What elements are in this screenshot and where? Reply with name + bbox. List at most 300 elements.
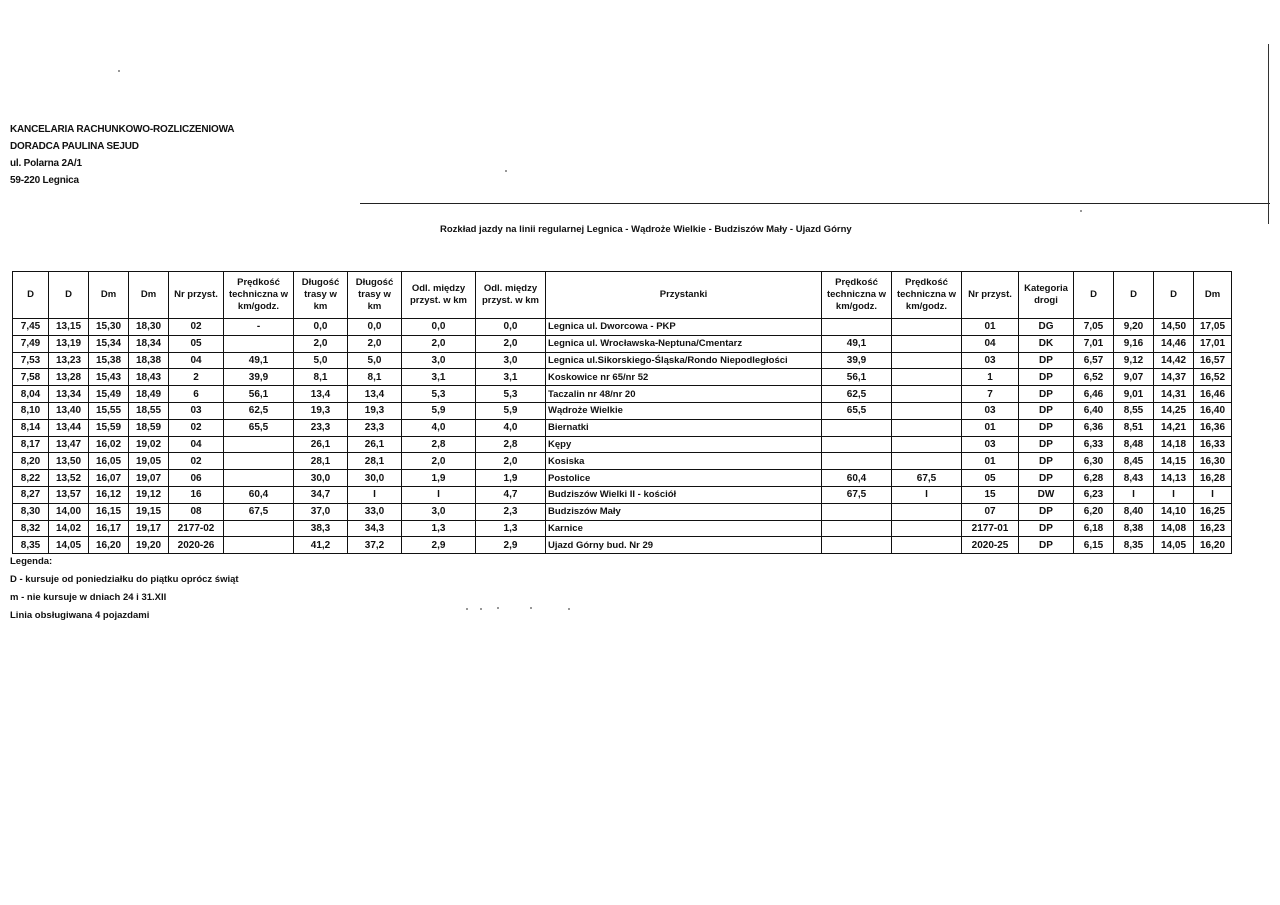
table-cell: DP: [1019, 386, 1074, 403]
table-cell: 7,01: [1074, 335, 1114, 352]
scan-speck: [466, 608, 468, 610]
table-row: [13, 486, 1232, 503]
table-cell: 18,43: [129, 369, 169, 386]
table-cell: 56,1: [224, 386, 294, 403]
table-cell: 16,57: [1194, 352, 1232, 369]
table-cell: DG: [1019, 319, 1074, 336]
table-cell: 15,38: [89, 352, 129, 369]
table-row: [13, 520, 1232, 537]
header-row: [13, 272, 1232, 319]
table-cell: 62,5: [822, 386, 892, 403]
table-cell: 13,34: [49, 386, 89, 403]
scan-speck: [497, 607, 499, 609]
table-cell: DP: [1019, 470, 1074, 487]
table-cell: 2,0: [476, 335, 546, 352]
stop-name-cell: Legnica ul. Dworcowa - PKP: [546, 319, 822, 336]
table-cell: [822, 419, 892, 436]
table-cell: 2: [169, 369, 224, 386]
column-header: Długość trasy w km: [348, 272, 402, 319]
table-cell: 16,05: [89, 453, 129, 470]
company-header: [10, 121, 234, 189]
table-cell: 1: [962, 369, 1019, 386]
table-cell: 13,40: [49, 402, 89, 419]
table-cell: 23,3: [294, 419, 348, 436]
table-cell: I: [1194, 486, 1232, 503]
table-cell: 16,02: [89, 436, 129, 453]
scan-speck: [480, 608, 482, 610]
column-header: Kategoria drogi: [1019, 272, 1074, 319]
table-cell: DP: [1019, 352, 1074, 369]
table-cell: 19,12: [129, 486, 169, 503]
table-cell: 16,30: [1194, 453, 1232, 470]
table-cell: 18,30: [129, 319, 169, 336]
table-cell: 15,43: [89, 369, 129, 386]
table-cell: DK: [1019, 335, 1074, 352]
table-cell: 02: [169, 419, 224, 436]
table-cell: 15,30: [89, 319, 129, 336]
table-cell: 67,5: [892, 470, 962, 487]
company-advisor: DORADCA PAULINA SEJUD: [10, 141, 139, 152]
table-cell: 18,59: [129, 419, 169, 436]
table-cell: 1,9: [476, 470, 546, 487]
table-cell: I: [402, 486, 476, 503]
table-cell: 13,15: [49, 319, 89, 336]
table-cell: 6,18: [1074, 520, 1114, 537]
column-header: Nr przyst.: [962, 272, 1019, 319]
table-cell: 13,19: [49, 335, 89, 352]
table-row: [13, 335, 1232, 352]
table-cell: 13,50: [49, 453, 89, 470]
table-cell: 05: [169, 335, 224, 352]
table-cell: 37,2: [348, 537, 402, 554]
table-cell: 14,15: [1154, 453, 1194, 470]
table-cell: 2,0: [476, 453, 546, 470]
table-cell: 14,13: [1154, 470, 1194, 487]
table-cell: 6,46: [1074, 386, 1114, 403]
table-cell: 16,25: [1194, 503, 1232, 520]
table-cell: [822, 319, 892, 336]
table-cell: 7,05: [1074, 319, 1114, 336]
table-cell: 5,3: [402, 386, 476, 403]
table-cell: 16,12: [89, 486, 129, 503]
table-cell: 13,28: [49, 369, 89, 386]
table-cell: 49,1: [822, 335, 892, 352]
table-cell: [224, 470, 294, 487]
stop-name-cell: Kosiska: [546, 453, 822, 470]
table-cell: DP: [1019, 537, 1074, 554]
table-cell: 16,40: [1194, 402, 1232, 419]
table-cell: 16,23: [1194, 520, 1232, 537]
table-cell: 8,48: [1114, 436, 1154, 453]
stop-name-cell: Legnica ul. Wrocławska-Neptuna/Cmentarz: [546, 335, 822, 352]
company-name: KANCELARIA RACHUNKOWO-ROZLICZENIOWA: [10, 124, 235, 135]
table-cell: 38,3: [294, 520, 348, 537]
column-header: D: [13, 272, 49, 319]
table-cell: [224, 335, 294, 352]
table-cell: [822, 436, 892, 453]
table-cell: 6,15: [1074, 537, 1114, 554]
column-header: D: [1114, 272, 1154, 319]
table-cell: 8,35: [1114, 537, 1154, 554]
stop-name-cell: Kępy: [546, 436, 822, 453]
timetable: [12, 271, 1232, 554]
table-cell: DP: [1019, 520, 1074, 537]
table-cell: 2,3: [476, 503, 546, 520]
table-cell: 8,30: [13, 503, 49, 520]
table-cell: 2,0: [402, 335, 476, 352]
table-cell: 8,04: [13, 386, 49, 403]
table-cell: 8,55: [1114, 402, 1154, 419]
table-cell: 65,5: [224, 419, 294, 436]
table-cell: 60,4: [224, 486, 294, 503]
table-cell: 5,9: [402, 402, 476, 419]
table-cell: 30,0: [294, 470, 348, 487]
table-cell: 2020-26: [169, 537, 224, 554]
legend-line-vehicles: Linia obsługiwana 4 pojazdami: [10, 610, 150, 621]
table-row: [13, 352, 1232, 369]
table-cell: 15: [962, 486, 1019, 503]
table-row: [13, 386, 1232, 403]
scan-speck: [118, 70, 120, 72]
table-cell: 2,0: [348, 335, 402, 352]
table-cell: 16,28: [1194, 470, 1232, 487]
table-cell: 17,01: [1194, 335, 1232, 352]
table-cell: 65,5: [822, 402, 892, 419]
table-cell: 18,34: [129, 335, 169, 352]
table-cell: DP: [1019, 436, 1074, 453]
table-cell: 3,0: [402, 352, 476, 369]
table-cell: 56,1: [822, 369, 892, 386]
table-cell: 15,49: [89, 386, 129, 403]
table-cell: 14,21: [1154, 419, 1194, 436]
table-cell: 03: [962, 352, 1019, 369]
table-row: [13, 453, 1232, 470]
table-cell: [224, 453, 294, 470]
table-cell: 9,12: [1114, 352, 1154, 369]
stop-name-cell: Budziszów Mały: [546, 503, 822, 520]
table-row: [13, 537, 1232, 554]
table-cell: 16,46: [1194, 386, 1232, 403]
table-cell: 16: [169, 486, 224, 503]
table-cell: [892, 453, 962, 470]
table-cell: 2,8: [476, 436, 546, 453]
table-cell: 15,55: [89, 402, 129, 419]
table-cell: 5,0: [294, 352, 348, 369]
column-header: Dm: [129, 272, 169, 319]
table-row: [13, 419, 1232, 436]
table-cell: 16,17: [89, 520, 129, 537]
table-cell: 1,9: [402, 470, 476, 487]
table-cell: [822, 537, 892, 554]
table-cell: 33,0: [348, 503, 402, 520]
column-header: Długość trasy w km: [294, 272, 348, 319]
legend-line-m: m - nie kursuje w dniach 24 i 31.XII: [10, 592, 167, 603]
table-cell: 16,07: [89, 470, 129, 487]
table-cell: 14,05: [1154, 537, 1194, 554]
table-cell: 39,9: [224, 369, 294, 386]
table-cell: 28,1: [294, 453, 348, 470]
table-cell: [224, 520, 294, 537]
table-cell: 62,5: [224, 402, 294, 419]
table-cell: 6,52: [1074, 369, 1114, 386]
column-header: D: [1074, 272, 1114, 319]
table-cell: [892, 419, 962, 436]
table-cell: [822, 453, 892, 470]
table-cell: 8,45: [1114, 453, 1154, 470]
table-cell: 05: [962, 470, 1019, 487]
table-cell: 0,0: [476, 319, 546, 336]
table-cell: I: [1114, 486, 1154, 503]
stop-name-cell: Biernatki: [546, 419, 822, 436]
table-cell: 7,45: [13, 319, 49, 336]
table-cell: -: [224, 319, 294, 336]
table-cell: 15,59: [89, 419, 129, 436]
table-cell: 49,1: [224, 352, 294, 369]
table-cell: 9,16: [1114, 335, 1154, 352]
table-row: [13, 369, 1232, 386]
table-cell: [822, 520, 892, 537]
table-cell: 18,38: [129, 352, 169, 369]
table-cell: 8,51: [1114, 419, 1154, 436]
table-cell: [892, 335, 962, 352]
column-header: Nr przyst.: [169, 272, 224, 319]
table-cell: 8,38: [1114, 520, 1154, 537]
table-cell: 14,25: [1154, 402, 1194, 419]
company-street: ul. Polarna 2A/1: [10, 158, 82, 169]
stop-name-cell: Ujazd Górny bud. Nr 29: [546, 537, 822, 554]
stop-name-cell: Taczalin nr 48/nr 20: [546, 386, 822, 403]
table-cell: 6,33: [1074, 436, 1114, 453]
scan-speck: [530, 607, 532, 609]
table-cell: [892, 520, 962, 537]
table-cell: 13,47: [49, 436, 89, 453]
table-cell: [892, 436, 962, 453]
stop-name-cell: Postolice: [546, 470, 822, 487]
table-cell: 07: [962, 503, 1019, 520]
table-cell: 8,20: [13, 453, 49, 470]
table-cell: 04: [169, 436, 224, 453]
table-cell: I: [892, 486, 962, 503]
table-cell: 67,5: [224, 503, 294, 520]
table-cell: [224, 436, 294, 453]
table-cell: 13,4: [348, 386, 402, 403]
table-cell: 7,53: [13, 352, 49, 369]
document-title: Rozkład jazdy na linii regularnej Legnica - Wądroże Wielkie - Budziszów Mały - Ujazd Górny: [440, 224, 852, 235]
table-cell: 8,1: [294, 369, 348, 386]
stop-name-cell: Koskowice nr 65/nr 52: [546, 369, 822, 386]
table-row: [13, 503, 1232, 520]
table-cell: 6,36: [1074, 419, 1114, 436]
table-cell: 14,05: [49, 537, 89, 554]
table-cell: 7: [962, 386, 1019, 403]
table-cell: 5,9: [476, 402, 546, 419]
table-cell: 02: [169, 453, 224, 470]
table-cell: 8,17: [13, 436, 49, 453]
table-cell: [892, 537, 962, 554]
table-cell: 04: [962, 335, 1019, 352]
company-city: 59-220 Legnica: [10, 175, 79, 186]
table-cell: 19,02: [129, 436, 169, 453]
stop-name-cell: Wądroże Wielkie: [546, 402, 822, 419]
table-cell: 13,23: [49, 352, 89, 369]
table-cell: 60,4: [822, 470, 892, 487]
table-cell: 1,3: [402, 520, 476, 537]
table-cell: 8,1: [348, 369, 402, 386]
table-cell: 30,0: [348, 470, 402, 487]
table-cell: I: [1154, 486, 1194, 503]
column-header: D: [1154, 272, 1194, 319]
table-cell: 04: [169, 352, 224, 369]
table-cell: 14,08: [1154, 520, 1194, 537]
table-cell: 03: [962, 436, 1019, 453]
table-cell: 8,35: [13, 537, 49, 554]
column-header: Prędkość techniczna w km/godz.: [224, 272, 294, 319]
table-cell: [822, 503, 892, 520]
table-cell: 03: [169, 402, 224, 419]
table-cell: 16,33: [1194, 436, 1232, 453]
table-cell: 08: [169, 503, 224, 520]
column-header: Dm: [89, 272, 129, 319]
table-row: [13, 402, 1232, 419]
legend: [10, 553, 239, 625]
table-cell: 19,3: [294, 402, 348, 419]
table-cell: 14,00: [49, 503, 89, 520]
table-cell: 26,1: [348, 436, 402, 453]
column-header: D: [49, 272, 89, 319]
table-cell: 0,0: [402, 319, 476, 336]
table-cell: DP: [1019, 453, 1074, 470]
table-cell: 2177-01: [962, 520, 1019, 537]
table-cell: 26,1: [294, 436, 348, 453]
table-cell: 6,30: [1074, 453, 1114, 470]
table-cell: 14,42: [1154, 352, 1194, 369]
table-cell: 6,57: [1074, 352, 1114, 369]
table-cell: [892, 386, 962, 403]
table-cell: 16,20: [1194, 537, 1232, 554]
table-cell: 3,0: [476, 352, 546, 369]
table-cell: 13,57: [49, 486, 89, 503]
table-cell: 8,14: [13, 419, 49, 436]
table-cell: 13,4: [294, 386, 348, 403]
table-cell: 7,49: [13, 335, 49, 352]
table-cell: 28,1: [348, 453, 402, 470]
table-cell: [224, 537, 294, 554]
table-cell: 19,07: [129, 470, 169, 487]
table-cell: 1,3: [476, 520, 546, 537]
column-header: Prędkość techniczna w km/godz.: [822, 272, 892, 319]
table-cell: 13,44: [49, 419, 89, 436]
table-cell: DP: [1019, 503, 1074, 520]
table-cell: 13,52: [49, 470, 89, 487]
table-cell: [892, 319, 962, 336]
column-header: Przystanki: [546, 272, 822, 319]
table-cell: [892, 402, 962, 419]
table-cell: 16,15: [89, 503, 129, 520]
table-cell: 5,0: [348, 352, 402, 369]
table-cell: 19,15: [129, 503, 169, 520]
table-cell: 01: [962, 453, 1019, 470]
table-cell: 2,9: [402, 537, 476, 554]
table-cell: 39,9: [822, 352, 892, 369]
table-cell: 16,36: [1194, 419, 1232, 436]
scan-speck: [568, 608, 570, 610]
table-cell: 06: [169, 470, 224, 487]
table-row: [13, 436, 1232, 453]
table-cell: 8,32: [13, 520, 49, 537]
table-cell: 16,52: [1194, 369, 1232, 386]
scan-speck: [1080, 210, 1082, 212]
table-cell: 4,7: [476, 486, 546, 503]
column-header: Odl. między przyst. w km: [476, 272, 546, 319]
column-header: Odl. między przyst. w km: [402, 272, 476, 319]
table-cell: 19,05: [129, 453, 169, 470]
table-cell: 19,3: [348, 402, 402, 419]
table-cell: 34,3: [348, 520, 402, 537]
table-cell: 41,2: [294, 537, 348, 554]
table-cell: 3,0: [402, 503, 476, 520]
table-cell: 2,9: [476, 537, 546, 554]
column-header: Dm: [1194, 272, 1232, 319]
table-cell: 6,23: [1074, 486, 1114, 503]
stop-name-cell: Budziszów Wielki II - kościół: [546, 486, 822, 503]
table-cell: 17,05: [1194, 319, 1232, 336]
table-cell: 2,0: [402, 453, 476, 470]
table-cell: 0,0: [348, 319, 402, 336]
table-cell: 3,1: [402, 369, 476, 386]
table-cell: 23,3: [348, 419, 402, 436]
table-cell: 14,50: [1154, 319, 1194, 336]
table-cell: [892, 369, 962, 386]
table-cell: 2020-25: [962, 537, 1019, 554]
table-cell: 9,20: [1114, 319, 1154, 336]
legend-line-d: D - kursuje od poniedziałku do piątku oprócz świąt: [10, 574, 239, 585]
scan-speck: [505, 170, 507, 172]
table-cell: 02: [169, 319, 224, 336]
table-cell: 5,3: [476, 386, 546, 403]
table-cell: 03: [962, 402, 1019, 419]
table-cell: 18,49: [129, 386, 169, 403]
table-cell: 01: [962, 419, 1019, 436]
table-cell: 4,0: [402, 419, 476, 436]
table-cell: 2177-02: [169, 520, 224, 537]
table-cell: 8,40: [1114, 503, 1154, 520]
table-cell: 8,27: [13, 486, 49, 503]
legend-title: Legenda:: [10, 556, 53, 567]
horizontal-rule: [360, 203, 1270, 204]
table-cell: 8,22: [13, 470, 49, 487]
table-row: [13, 470, 1232, 487]
table-cell: 67,5: [822, 486, 892, 503]
table-cell: 4,0: [476, 419, 546, 436]
table-cell: 19,17: [129, 520, 169, 537]
table-cell: 14,18: [1154, 436, 1194, 453]
table-cell: DP: [1019, 419, 1074, 436]
table-cell: 6,20: [1074, 503, 1114, 520]
table-cell: DW: [1019, 486, 1074, 503]
table-cell: 14,10: [1154, 503, 1194, 520]
table-cell: 14,46: [1154, 335, 1194, 352]
table-cell: 15,34: [89, 335, 129, 352]
table-cell: 19,20: [129, 537, 169, 554]
table-cell: 8,10: [13, 402, 49, 419]
table-cell: [892, 503, 962, 520]
table-cell: 37,0: [294, 503, 348, 520]
stop-name-cell: Karnice: [546, 520, 822, 537]
table-cell: 34,7: [294, 486, 348, 503]
table-cell: 3,1: [476, 369, 546, 386]
table-cell: 9,07: [1114, 369, 1154, 386]
table-cell: 14,02: [49, 520, 89, 537]
